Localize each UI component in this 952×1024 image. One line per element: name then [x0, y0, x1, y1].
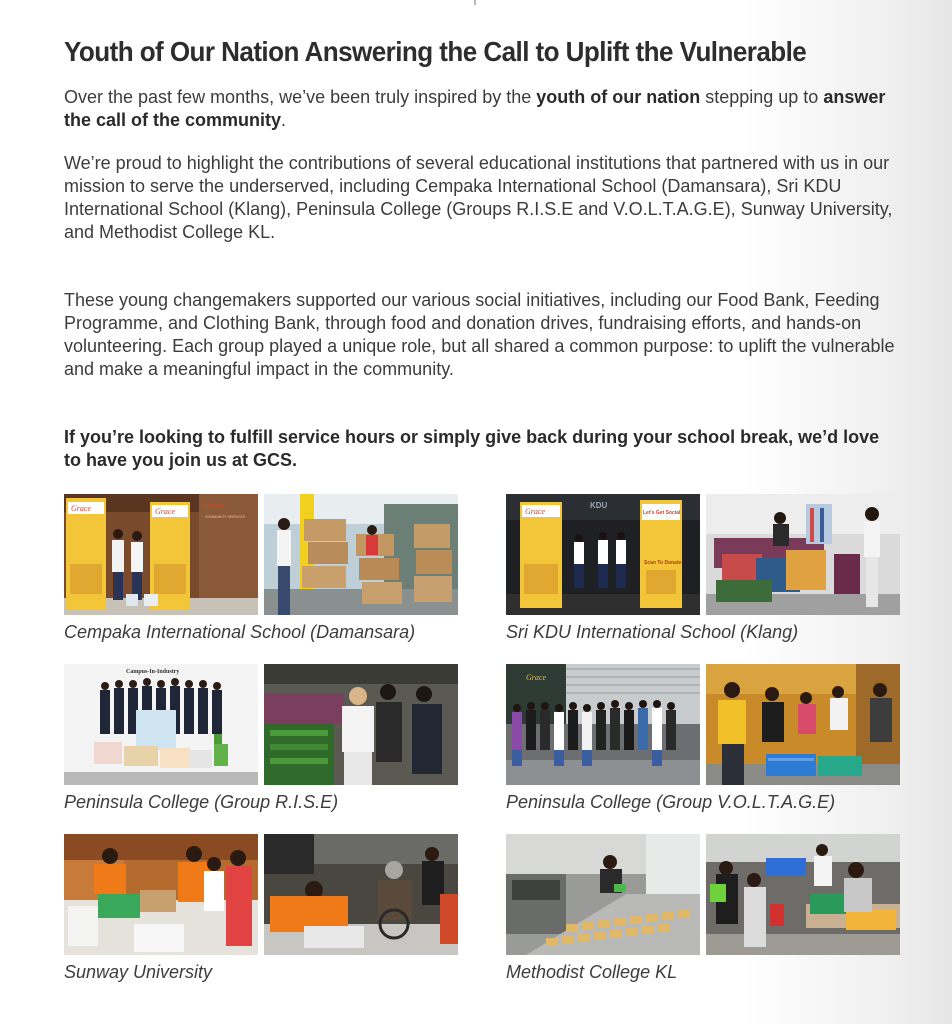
methodist-photo-packing [706, 834, 900, 955]
srikdu-photo-stage [506, 494, 700, 615]
banner-donate-text: Scan To Donate [644, 560, 682, 566]
intro-paragraph [64, 86, 899, 132]
cempaka-photo-boxes [264, 494, 458, 615]
gallery-caption-voltage: Peninsula College (Group V.O.L.T.A.G.E) [506, 792, 836, 812]
intro-bold-answer: answer the call of the community [64, 87, 886, 130]
wall-sign-sub-text: COMMUNITY SERVICES [205, 515, 246, 519]
wall-sign-text: Grace [203, 500, 226, 510]
call-to-action: If you’re looking to fulfill service hours or simply give back during your school break, we’d love to have you join us at GCS. [64, 427, 880, 470]
svg-text:Grace: Grace [155, 507, 175, 516]
srikdu-photo-clothing [706, 494, 900, 615]
sunway-photo-visit [264, 834, 458, 955]
intro-text-1: Over the past few months, we’ve been truly inspired by the [64, 87, 537, 107]
article-title: Youth of Our Nation Answering the Call to Uplift the Vulnerable [64, 36, 807, 67]
changemakers-paragraph: These young changemakers supported our various social initiatives, including our Food Bank, Feeding Programme, and Clothing Bank, through food and donation drives, fundraising efforts, and hands-on volunteering. Each group played a unique role, but all shared a common purpose: to uplift the vulnerable and make a meaningful impact in the community. [64, 290, 895, 379]
banner-brand-text: Grace [71, 504, 91, 513]
campus-sign-text: Campus-In-Industry [126, 669, 180, 675]
gallery-caption-srikdu: Sri KDU International School (Klang) [506, 622, 799, 642]
intro-text-2: stepping up to [700, 87, 824, 107]
svg-text:Grace: Grace [526, 673, 546, 682]
gallery-caption-rise: Peninsula College (Group R.I.S.E) [64, 792, 339, 812]
intro-text-3: . [281, 110, 287, 130]
sunway-photo-packing [64, 834, 258, 955]
banner-head-text: Let's Get Social [643, 510, 681, 516]
rise-photo-group [64, 664, 258, 785]
rise-photo-market [264, 664, 458, 785]
voltage-photo-crates [706, 664, 900, 785]
gallery-caption-methodist: Methodist College KL [506, 962, 678, 982]
svg-text:Grace: Grace [525, 507, 545, 516]
institutions-paragraph: We’re proud to highlight the contributions of several educational institutions that partnered with us in our mission to serve the underserved, including Cempaka International School (Damansara), Sri KDU International School (Klang), Peninsula College (Groups R.I.S.E and V.O.L.T.A.G.E), Sunway University, and Methodist College KL. [64, 153, 893, 242]
top-divider-mark [474, 0, 476, 5]
intro-bold-youth: youth of our nation [536, 87, 701, 107]
cempaka-photo-banners [64, 494, 258, 615]
stage-logo-text: KDU [590, 501, 608, 510]
methodist-photo-kitchen [506, 834, 700, 955]
gallery-caption-cempaka: Cempaka International School (Damansara) [64, 622, 416, 642]
voltage-photo-group [506, 664, 700, 785]
gallery-caption-sunway: Sunway University [64, 962, 213, 982]
